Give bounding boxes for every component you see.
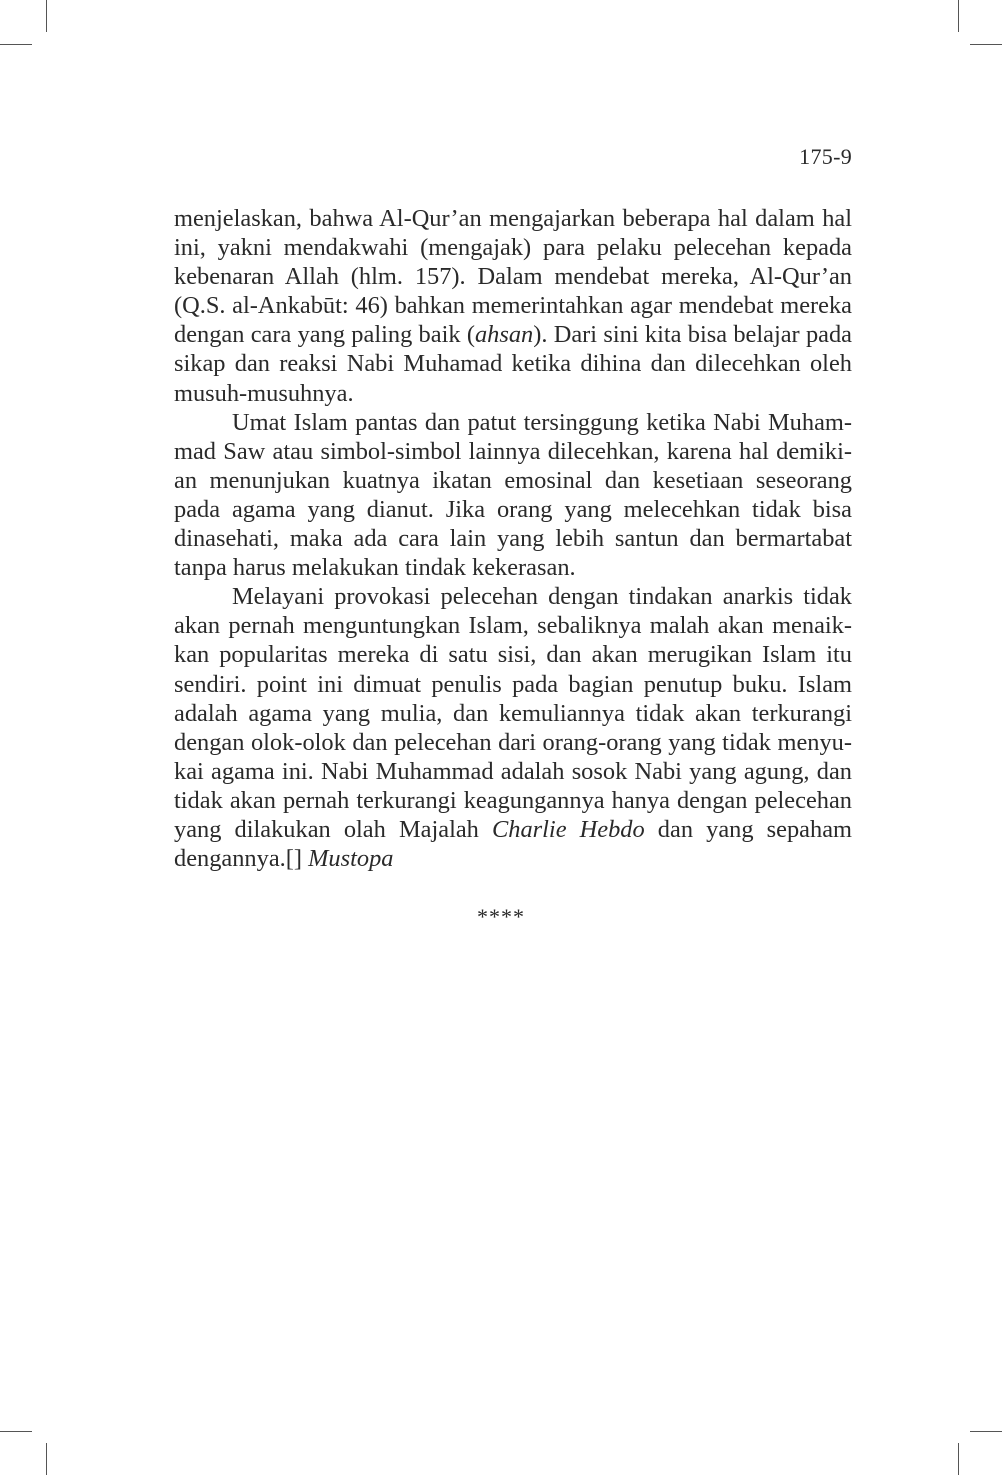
text-run: dan yang sepaham dengannya.[] [174, 815, 852, 873]
paragraph [174, 408, 852, 583]
paragraph [174, 204, 852, 408]
crop-mark-top-right-vertical [958, 0, 959, 32]
italic-term: ahsan [474, 321, 534, 349]
crop-mark-bottom-left-vertical [46, 1443, 47, 1475]
crop-mark-bottom-right-horizontal [970, 1431, 1002, 1432]
crop-mark-top-left-vertical [46, 0, 47, 32]
paragraph [174, 582, 852, 873]
body-text [174, 204, 852, 873]
crop-mark-top-left-horizontal [0, 44, 32, 45]
crop-mark-bottom-right-vertical [958, 1443, 959, 1475]
page-number: 175-9 [799, 144, 852, 169]
crop-mark-top-right-horizontal [970, 44, 1002, 45]
author-name: Mustopa [308, 845, 394, 873]
text-run: ). Dari sini kita bisa belajar pada sikap dan reaksi Nabi Muhamad ketika dihina dan dilecehkan oleh musuh-musuhnya. [174, 321, 852, 407]
text-run: Umat Islam pantas dan patut tersinggung ketika Nabi Muhammad Saw atau simbol-simbol lainnya dilecehkan, karena hal demikian menunjukan kuatnya ikatan emosinal dan kesetiaan seseorang pada agama yang dianut. Jika orang yang melecehkan tidak bisa dinasehati, maka ada cara lain yang lebih santun dan bermartabat tanpa harus melakukan tindak kekerasan. [174, 408, 852, 582]
section-separator: **** [477, 904, 525, 929]
italic-title: Charlie Hebdo [491, 815, 645, 843]
text-run: Melayani provokasi pelecehan dengan tindakan anarkis tidak akan pernah menguntungkan Islam, sebaliknya malah akan menaikkan popularitas mereka di satu sisi, dan akan merugikan Islam itu sendiri. point ini dimuat penulis pada bagian penutup buku. Islam adalah agama yang mulia, dan kemuliannya tidak akan terkurangi dengan olok-olok dan pelecehan dari orang-orang yang tidak menyukai agama ini. Nabi Muhammad adalah sosok Nabi yang agung, dan tidak akan pernah terkurangi keagungannya hanya dengan pelecehan yang dilakukan olah Majalah [174, 583, 852, 843]
crop-mark-bottom-left-horizontal [0, 1431, 32, 1432]
text-run: menjelaskan, bahwa Al-Qur’an mengajarkan beberapa hal dalam hal ini, yakni mendakwahi (mengajak) para pelaku pelecehan kepada kebenaran Allah (hlm. 157). Dalam mendebat mereka, Al-Qur’an (Q.S. al-Ankabūt: 46) bahkan memerintahkan agar mendebat mereka dengan cara yang paling baik ( [174, 205, 852, 349]
